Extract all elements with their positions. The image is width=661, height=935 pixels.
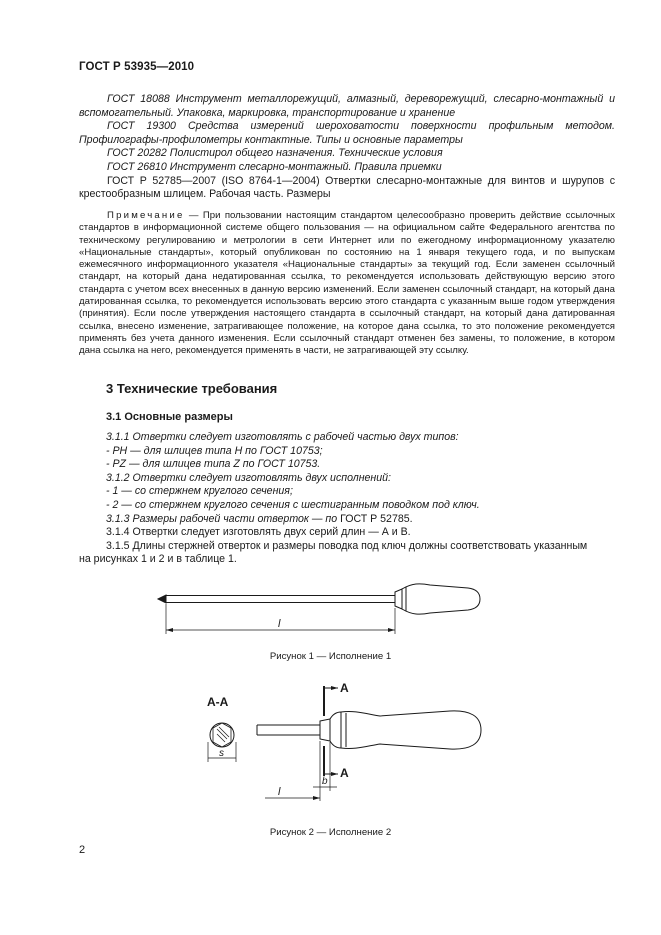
section-label: A-A — [207, 695, 229, 709]
ref-gost-26810: ГОСТ 26810 Инструмент слесарно-монтажный. Правила приемки — [107, 160, 442, 173]
section-circle — [210, 723, 234, 747]
clause-3-1-2-v1: - 1 — со стержнем круглого сечения; — [106, 485, 293, 498]
clause-3-1-1-ph: - PH — для шлицев типа H по ГОСТ 10753; — [106, 444, 323, 457]
clause-3-1-5: 3.1.5 Длины стержней отверток и размеры поводка под ключ должны соответствовать указанным — [106, 539, 588, 552]
cut-label-top: A — [340, 681, 349, 695]
ref-gost-20282: ГОСТ 20282 Полистирол общего назначения. Технические условия — [107, 147, 443, 160]
document-header: ГОСТ Р 53935—2010 — [79, 61, 195, 73]
dim-l2-label: l — [278, 786, 281, 798]
dim-b-label: b — [322, 776, 328, 787]
figure-2-drawing — [195, 676, 495, 811]
figure-2-caption: Рисунок 2 — Исполнение 2 — [269, 827, 392, 838]
page-number: 2 — [79, 844, 86, 856]
note-label: Примечание — [107, 210, 185, 221]
figure-1-caption: Рисунок 1 — Исполнение 1 — [269, 651, 392, 662]
clause-3-1-3-ref: ГОСТ Р 52785. — [340, 512, 413, 525]
note-text: — При пользовании настоящим стандартом целесообразно проверить действие ссылочных стандартов в информационной системе общего пользования — на официальном сайте Федерального агентства по техническому регулированию и метрологии в сети Интернет или по ежегодному информационному указателю «Национальные стандарты», который опубликован по состоянию на 1 января текущего года, и по выпускам ежемесячного информационного указателя «Национальные стандарты» за текущий год. Если заменен ссылочный стандарт, на который дана недатированная ссылка, то рекомендуется использовать действующую версию этого стандарта с учетом всех внесенных в данную версию изменений. Если заменен ссылочный стандарт, на который дана датированная ссылка, то рекомендуется использовать версию этого стандарта с указанным выше годом утверждения (принятия). Если после утверждения настоящего стандарта в ссылочный стандарт, на который дана датированная ссылка, внесено изменение, затрагивающее положение, на которое дана ссылка, то это положение рекомендуется применять без учета данного изменения. Если ссылочный стандарт отменен без замены, то положение, в котором дана ссылка на него, рекомендуется применять в части, не затрагивающей эту ссылку. — [79, 210, 615, 357]
screwdriver-tip — [158, 595, 166, 603]
dim-l-label: l — [278, 618, 281, 630]
ref-gost-18088: ГОСТ 18088 Инструмент металлорежущий, алмазный, дереворежущий, слесарно-монтажный и вспомогательный. Упаковка, маркировка, транспортирование и хранение — [79, 93, 615, 119]
clause-3-1-2-v2: - 2 — со стержнем круглого сечения с шестигранным поводком под ключ. — [106, 498, 480, 511]
ref-gost-r-52785: ГОСТ Р 52785—2007 (ISO 8764-1—2004) Отвертки слесарно-монтажные для винтов и шурупов с крестообразным шлицем. Рабочая часть. Размеры — [79, 174, 615, 201]
clause-3-1-4: 3.1.4 Отвертки следует изготовлять двух серий длин — А и В. — [106, 526, 411, 539]
clause-3-1-3 — [106, 513, 616, 527]
hex-bolster — [320, 719, 330, 741]
figure-1-drawing — [150, 572, 490, 644]
clause-3-1-1-pz: - PZ — для шлицев типа Z по ГОСТ 10753. — [106, 458, 321, 471]
clause-3-1-5-cont: на рисунках 1 и 2 и в таблице 1. — [79, 553, 237, 566]
normative-references — [79, 93, 615, 202]
handle — [402, 584, 480, 614]
section-hexagon — [213, 723, 231, 747]
ferrule — [395, 589, 402, 609]
requirements-body — [79, 431, 616, 567]
clause-3-1-3-text: 3.1.3 Размеры рабочей части отверток — по — [106, 512, 341, 525]
handle-2 — [341, 711, 481, 749]
note-block — [79, 210, 615, 358]
subsection-title: 3.1 Основные размеры — [106, 411, 233, 423]
cut-label-bottom: A — [340, 766, 349, 780]
dim-s-label: s — [219, 748, 224, 759]
section-title: 3 Технические требования — [106, 381, 278, 396]
clause-3-1-1: 3.1.1 Отвертки следует изготовлять с рабочей частью двух типов: — [106, 431, 459, 443]
clause-3-1-2: 3.1.2 Отвертки следует изготовлять двух исполнений: — [106, 471, 391, 484]
bolster-collar — [330, 712, 341, 748]
ref-gost-19300: ГОСТ 19300 Средства измерений шероховатости поверхности профильным методом. Профилографы-профилометры контактные. Типы и основные параметры — [79, 120, 615, 146]
